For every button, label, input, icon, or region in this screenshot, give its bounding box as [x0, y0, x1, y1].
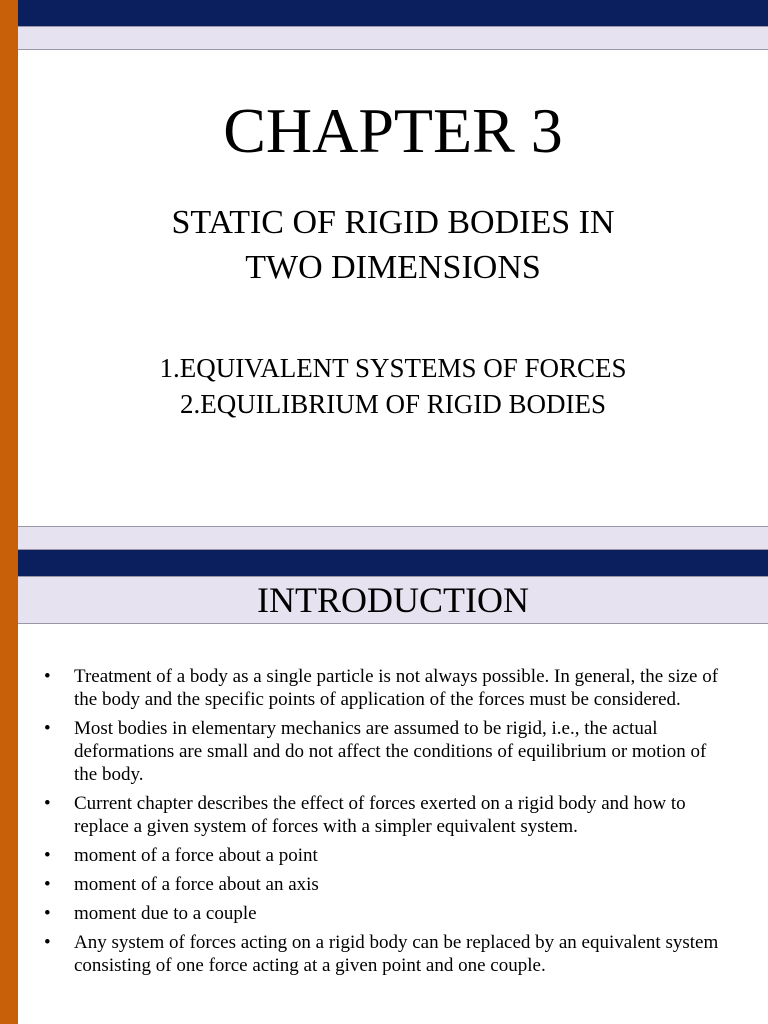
- bullet-icon: •: [44, 666, 51, 687]
- slide-sidebar: [0, 0, 18, 550]
- slide-header-band: [18, 0, 768, 26]
- introduction-title: INTRODUCTION: [257, 580, 529, 620]
- bullet-icon: •: [44, 718, 51, 739]
- list-item: [44, 931, 734, 977]
- chapter-subtitle-line: STATIC OF RIGID BODIES IN: [171, 204, 615, 241]
- list-item: [44, 873, 734, 896]
- list-item: [44, 792, 734, 838]
- bullet-text: Current chapter describes the effect of forces exerted on a rigid body and how to replace a given system of forces with a simpler equivalent system.: [74, 793, 686, 837]
- slide-sidebar: [0, 550, 18, 1024]
- bullet-text: Most bodies in elementary mechanics are assumed to be rigid, i.e., the actual deformations are small and do not affect the conditions of equilibrium or motion of the body.: [74, 718, 707, 785]
- list-item: [44, 844, 734, 867]
- bullet-icon: •: [44, 845, 51, 866]
- chapter-topic: 2.EQUILIBRIUM OF RIGID BODIES: [180, 389, 606, 419]
- bullet-text: moment of a force about an axis: [74, 874, 319, 895]
- bullet-text: Treatment of a body as a single particle is not always possible. In general, the size of the body and the specific points of application of the forces must be considered.: [74, 666, 719, 710]
- chapter-subtitle-line: TWO DIMENSIONS: [245, 249, 541, 286]
- slide-header-stripe: [18, 26, 768, 50]
- slide-header-band: [18, 550, 768, 576]
- bullet-icon: •: [44, 903, 51, 924]
- bullet-list: [44, 665, 734, 983]
- chapter-subtitle: [18, 200, 768, 290]
- list-item: [44, 717, 734, 786]
- bullet-icon: •: [44, 793, 51, 814]
- chapter-topic: 1.EQUIVALENT SYSTEMS OF FORCES: [159, 353, 627, 383]
- chapter-title: CHAPTER 3: [223, 95, 563, 166]
- list-item: [44, 665, 734, 711]
- bullet-text: Any system of forces acting on a rigid body can be replaced by an equivalent system consisting of one force acting at a given point and one couple.: [74, 932, 719, 976]
- chapter-topic-list: [18, 350, 768, 422]
- bullet-icon: •: [44, 874, 51, 895]
- bullet-text: moment due to a couple: [74, 903, 257, 924]
- slide-footer-stripe: [18, 526, 768, 550]
- bullet-text: moment of a force about a point: [74, 845, 318, 866]
- list-item: [44, 902, 734, 925]
- slide-introduction: [0, 550, 768, 1024]
- bullet-icon: •: [44, 932, 51, 953]
